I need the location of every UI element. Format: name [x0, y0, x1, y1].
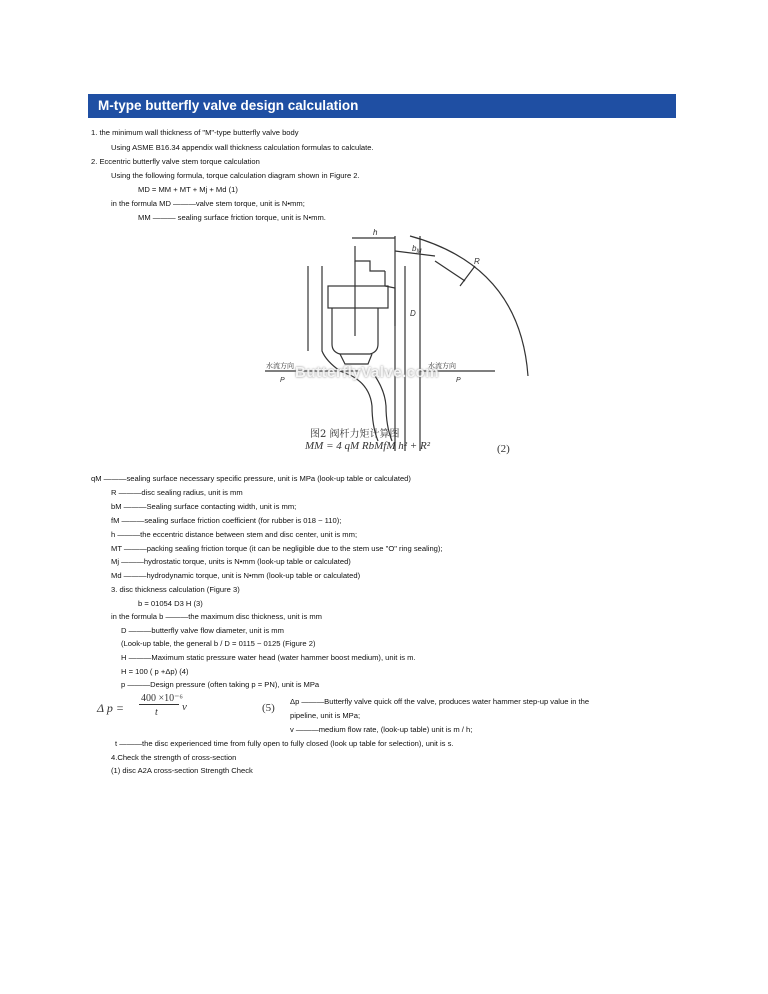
definition-line: qM ———sealing surface necessary specific pressure, unit is MPa (look-up table or calculated): [91, 474, 411, 483]
definition-line: Md ———hydrodynamic torque, unit is N•mm (look-up table or calculated): [111, 571, 361, 580]
label-h: h: [373, 228, 378, 237]
definition-line: fM ———sealing surface friction coefficient (for rubber is 018 ~ 110);: [111, 516, 342, 525]
formula-line: MD = MM + MT + Mj + Md (1): [138, 185, 238, 194]
equation-number-2: (2): [497, 443, 510, 455]
definition-line: v ———medium flow rate, (look-up table) unit is m / h;: [290, 725, 473, 734]
label-bm: $b_M$: [412, 244, 422, 255]
figure-caption: 图2 阀杆力矩计算图: [310, 429, 400, 440]
text-line: in the formula MD ———valve stem torque, unit is N•mm;: [111, 199, 305, 208]
section-banner: [88, 94, 676, 118]
left-flow-label: 水流方向: [266, 362, 294, 370]
definition-line: H ———Maximum static pressure water head (water hammer boost medium), unit is m.: [121, 653, 416, 662]
definition-line: p ———Design pressure (often taking p = PN), unit is MPa: [121, 680, 320, 689]
text-line: Using the following formula, torque calculation diagram shown in Figure 2.: [111, 171, 360, 180]
section-heading: 4.Check the strength of cross-section: [111, 753, 237, 762]
banner-title: M-type butterfly valve design calculation: [98, 98, 359, 113]
formula-line: H = 100 ( p +Δp) (4): [121, 667, 189, 676]
watermark-text: ButterflyValve.com: [295, 364, 440, 381]
formula-2: MM = 4 qM RbMfM h² + R²: [305, 440, 431, 452]
text-line: MM ——— sealing surface friction torque, unit is N•mm.: [138, 213, 326, 222]
definition-line: Mj ———hydrostatic torque, units is N•mm (look-up table or calculated): [111, 557, 351, 566]
definition-line: R ———disc sealing radius, unit is mm: [111, 488, 243, 497]
definition-line: in the formula b ———the maximum disc thickness, unit is mm: [111, 612, 323, 621]
formula-line: b = 01054 D3 H (3): [138, 599, 203, 608]
right-pressure-label: P: [456, 377, 461, 384]
text-line: Using ASME B16.34 appendix wall thickness calculation formulas to calculate.: [111, 143, 374, 152]
formula-5-denominator: t: [155, 707, 158, 718]
formula-5-lhs: Δ p =: [97, 701, 124, 715]
text-line: 2. Eccentric butterfly valve stem torque calculation: [91, 157, 260, 166]
definition-line: MT ———packing sealing friction torque (it can be negligible due to the stem use "O" ring sealing);: [111, 544, 443, 553]
equation-number-5: (5): [262, 702, 275, 714]
definition-line: Δp ———Butterfly valve quick off the valve, produces water hammer step-up value in the: [290, 697, 590, 706]
formula-5: [97, 693, 207, 723]
label-d: D: [410, 309, 416, 318]
definition-line: D ———butterfly valve flow diameter, unit is mm: [121, 626, 284, 635]
definition-line: (Look-up table, the general b / D = 0115 ~ 0125 (Figure 2): [121, 639, 316, 648]
label-r: R: [474, 257, 480, 266]
text-line: 1. the minimum wall thickness of "M"-type butterfly valve body: [91, 128, 299, 137]
definition-line: pipeline, unit is MPa;: [290, 711, 361, 720]
right-flow-label: 水流方向: [428, 362, 456, 370]
definition-line: h ———the eccentric distance between stem and disc center, unit is mm;: [111, 530, 358, 539]
fraction-bar: [139, 704, 179, 705]
section-heading: (1) disc A2A cross-section Strength Check: [111, 766, 253, 775]
formula-5-var: v: [182, 701, 187, 713]
section-heading: 3. disc thickness calculation (Figure 3): [111, 585, 240, 594]
left-pressure-label: P: [280, 377, 285, 384]
definition-line: t ———the disc experienced time from fully open to fully closed (look up table for selection), unit is s.: [115, 739, 454, 748]
formula-5-numerator: 400 ×10⁻⁶: [141, 693, 183, 704]
definition-line: bM ———Sealing surface contacting width, unit is mm;: [111, 502, 297, 511]
